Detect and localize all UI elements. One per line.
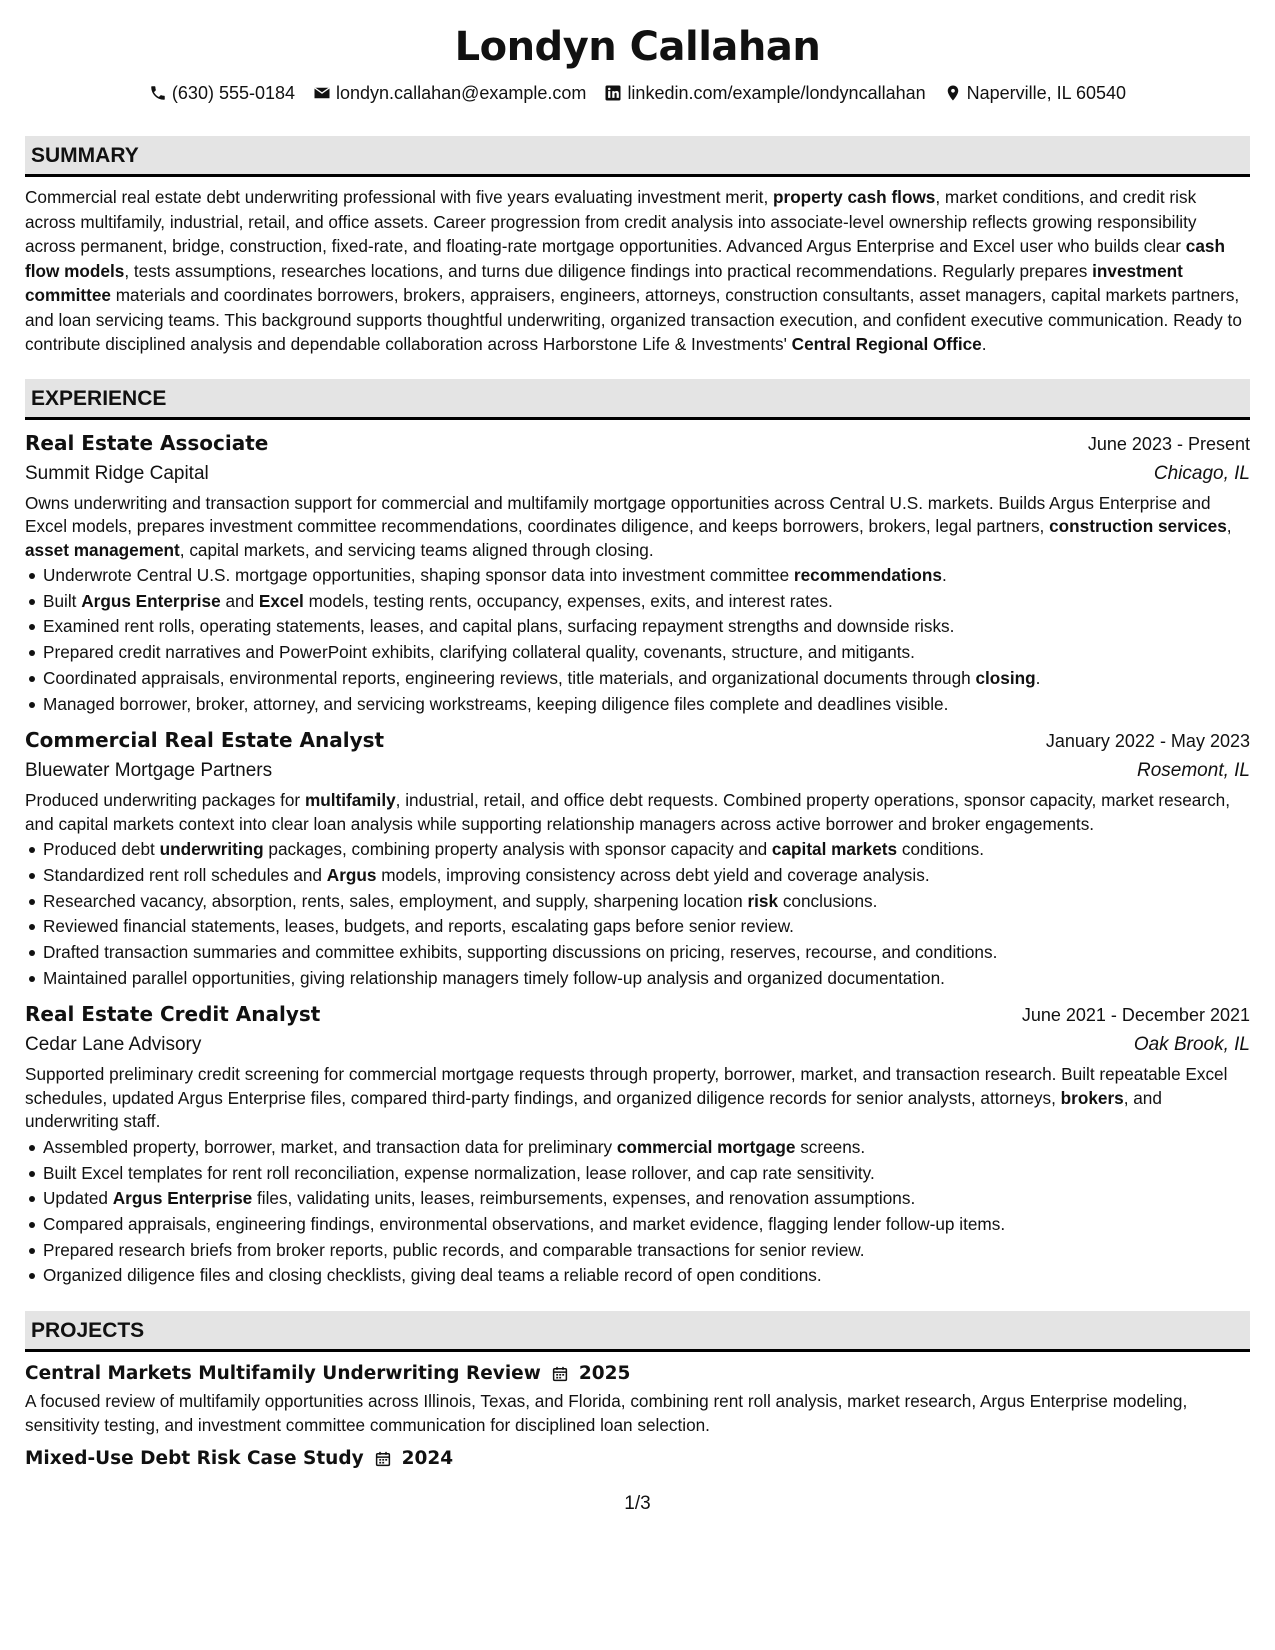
emphasis-text: multifamily xyxy=(304,790,396,811)
job-location: Rosemont, IL xyxy=(1137,760,1250,782)
bullet-item: Researched vacancy, absorption, rents, sales, employment, and supply, sharpening location risk conclusions. xyxy=(25,889,1250,915)
bullet-item: Compared appraisals, engineering findings, environmental observations, and market evidence, flagging lender follow-up items. xyxy=(25,1212,1250,1238)
location-text: Naperville, IL 60540 xyxy=(966,83,1127,103)
emphasis-text: cash flow models xyxy=(25,236,1225,281)
contact-bar xyxy=(25,80,1250,106)
phone-text: (630) 555-0184 xyxy=(171,83,296,103)
bullet-item: Assembled property, borrower, market, and transaction data for preliminary commercial mortgage screens. xyxy=(25,1135,1250,1161)
emphasis-text: capital markets xyxy=(771,839,898,860)
project-year: 2025 xyxy=(578,1363,631,1385)
project-title: Central Markets Multifamily Underwriting Review xyxy=(25,1363,541,1385)
contact-email[interactable] xyxy=(313,80,586,106)
emphasis-text: asset management xyxy=(25,539,180,560)
experience-heading: EXPERIENCE xyxy=(25,379,1250,420)
emphasis-text: property cash flows xyxy=(773,187,936,207)
bullet-item: Prepared research briefs from broker reports, public records, and comparable transactions for senior review. xyxy=(25,1238,1250,1264)
bullet-item: Standardized rent roll schedules and Argus models, improving consistency across debt yield and coverage analysis. xyxy=(25,863,1250,889)
summary-heading: SUMMARY xyxy=(25,136,1250,177)
bullet-item: Coordinated appraisals, environmental reports, engineering reviews, title materials, and organizational documents through closing. xyxy=(25,666,1250,692)
project-entry xyxy=(25,1445,1250,1473)
emphasis-text: underwriting xyxy=(159,839,264,860)
job-company: Summit Ridge Capital xyxy=(25,462,209,484)
job-entry xyxy=(25,999,1250,1289)
job-company: Bluewater Mortgage Partners xyxy=(25,760,273,782)
emphasis-text: brokers xyxy=(1060,1087,1124,1108)
job-title: Commercial Real Estate Analyst xyxy=(25,728,385,753)
contact-linkedin[interactable] xyxy=(604,80,925,106)
emphasis-text: construction services xyxy=(1049,516,1227,536)
job-bullets xyxy=(25,1135,1250,1289)
page-number: 1/3 xyxy=(624,1493,651,1514)
emphasis-text: Argus Enterprise xyxy=(112,1188,253,1209)
project-description: A focused review of multifamily opportunities across Illinois, Texas, and Florida, combining rent roll analysis, market research, Argus Enterprise modeling, sensitivity testing, and investment committee communication for disciplined loan selection. xyxy=(25,1391,1188,1435)
emphasis-text: Argus xyxy=(326,864,377,885)
job-bullets xyxy=(25,837,1250,991)
bullet-item: Underwrote Central U.S. mortgage opportunities, shaping sponsor data into investment committee recommendations. xyxy=(25,563,1250,589)
bullet-item: Updated Argus Enterprise files, validating units, leases, reimbursements, expenses, and renovation assumptions. xyxy=(25,1186,1250,1212)
bullet-item: Drafted transaction summaries and committee exhibits, supporting discussions on pricing, reserves, recourse, and conditions. xyxy=(25,940,1250,966)
bullet-item: Examined rent rolls, operating statements, leases, and capital plans, surfacing repayment strengths and downside risks. xyxy=(25,614,1250,640)
bullet-item: Built Argus Enterprise and Excel models, testing rents, occupancy, expenses, exits, and interest rates. xyxy=(25,589,1250,615)
email-text[interactable]: londyn.callahan@example.com xyxy=(336,83,587,103)
bullet-item: Prepared credit narratives and PowerPoint exhibits, clarifying collateral quality, covenants, structure, and mitigants. xyxy=(25,640,1250,666)
job-dates: June 2021 - December 2021 xyxy=(1021,1005,1250,1026)
bullet-item: Managed borrower, broker, attorney, and servicing workstreams, keeping diligence files complete and deadlines visible. xyxy=(25,692,1250,718)
phone-icon xyxy=(149,84,167,102)
emphasis-text: Central Regional Office xyxy=(791,334,982,354)
job-dates: June 2023 - Present xyxy=(1087,433,1250,454)
candidate-name: Londyn Callahan xyxy=(454,24,821,70)
job-dates: January 2022 - May 2023 xyxy=(1045,731,1250,752)
job-title: Real Estate Credit Analyst xyxy=(25,1002,321,1027)
emphasis-text: Excel xyxy=(258,590,304,611)
bullet-item: Built Excel templates for rent roll reconciliation, expense normalization, lease rollover, and cap rate sensitivity. xyxy=(25,1161,1250,1187)
emphasis-text: Argus Enterprise xyxy=(81,590,221,611)
job-location: Oak Brook, IL xyxy=(1133,1034,1250,1056)
emphasis-text: risk xyxy=(747,890,779,911)
job-company: Cedar Lane Advisory xyxy=(25,1034,202,1056)
contact-phone xyxy=(149,80,295,106)
projects-heading: PROJECTS xyxy=(25,1311,1250,1352)
emphasis-text: investment committee xyxy=(25,260,1183,305)
job-description: Supported preliminary credit screening for commercial mortgage requests through property, borrower, market, and transaction research. Built repeatable Excel schedules, updated Argus Enterprise files, compared third-party findings, and organized diligence records for senior analysts, attorneys, brokers, and underwriting staff. xyxy=(25,1064,1228,1132)
summary-text: Commercial real estate debt underwriting professional with five years evaluating investment merit, property cash flows, market conditions, and credit risk across multifamily, industrial, retail, and office assets. Career progression from credit analysis into associate-level ownership reflects growing responsibility across permanent, bridge, construction, fixed-rate, and floating-rate mortgage opportunities. Advanced Argus Enterprise and Excel user who builds clear cash flow models, tests assumptions, researches locations, and turns due diligence findings into practical recommendations. Regularly prepares investment committee materials and coordinates borrowers, brokers, appraisers, engineers, attorneys, construction consultants, asset managers, capital markets partners, and loan servicing teams. This background supports thoughtful underwriting, organized transaction execution, and confident executive communication. Ready to contribute disciplined analysis and dependable collaboration across Harborstone Life & Investments' Central Regional Office. xyxy=(25,187,1242,354)
project-year: 2024 xyxy=(401,1448,454,1470)
contact-location xyxy=(944,80,1126,106)
project-title: Mixed-Use Debt Risk Case Study xyxy=(25,1448,364,1470)
job-bullets xyxy=(25,563,1250,717)
envelope-icon xyxy=(313,84,331,102)
bullet-item: Reviewed financial statements, leases, budgets, and reports, escalating gaps before senior review. xyxy=(25,914,1250,940)
emphasis-text: closing xyxy=(975,667,1036,688)
job-entry xyxy=(25,428,1250,718)
job-entry xyxy=(25,725,1250,991)
job-description: Produced underwriting packages for multifamily, industrial, retail, and office debt requests. Combined property operations, sponsor capacity, market research, and capital markets context into clear loan analysis while supporting relationship managers across active borrower and broker engagements. xyxy=(25,790,1231,834)
bullet-item: Produced debt underwriting packages, combining property analysis with sponsor capacity and capital markets conditions. xyxy=(25,837,1250,863)
job-title: Real Estate Associate xyxy=(25,430,269,455)
calendar-icon xyxy=(374,1450,392,1468)
resume-page xyxy=(25,18,1250,1473)
emphasis-text: commercial mortgage xyxy=(616,1136,796,1157)
bullet-item: Organized diligence files and closing checklists, giving deal teams a reliable record of open conditions. xyxy=(25,1263,1250,1289)
linkedin-icon xyxy=(604,84,622,102)
project-entry xyxy=(25,1360,1250,1437)
job-location: Chicago, IL xyxy=(1153,462,1250,484)
job-description: Owns underwriting and transaction support for commercial and multifamily mortgage opportunities across Central U.S. markets. Builds Argus Enterprise and Excel models, prepares investment committee recommendations, coordinates diligence, and keeps borrowers, brokers, legal partners, construction services, asset management, capital markets, and servicing teams aligned through closing. xyxy=(25,492,1232,560)
map-pin-icon xyxy=(944,84,962,102)
emphasis-text: recommendations xyxy=(793,565,942,585)
calendar-icon xyxy=(551,1365,569,1383)
bullet-item: Maintained parallel opportunities, giving relationship managers timely follow-up analysis and organized documentation. xyxy=(25,966,1250,992)
linkedin-text[interactable]: linkedin.com/example/londyncallahan xyxy=(627,83,926,103)
